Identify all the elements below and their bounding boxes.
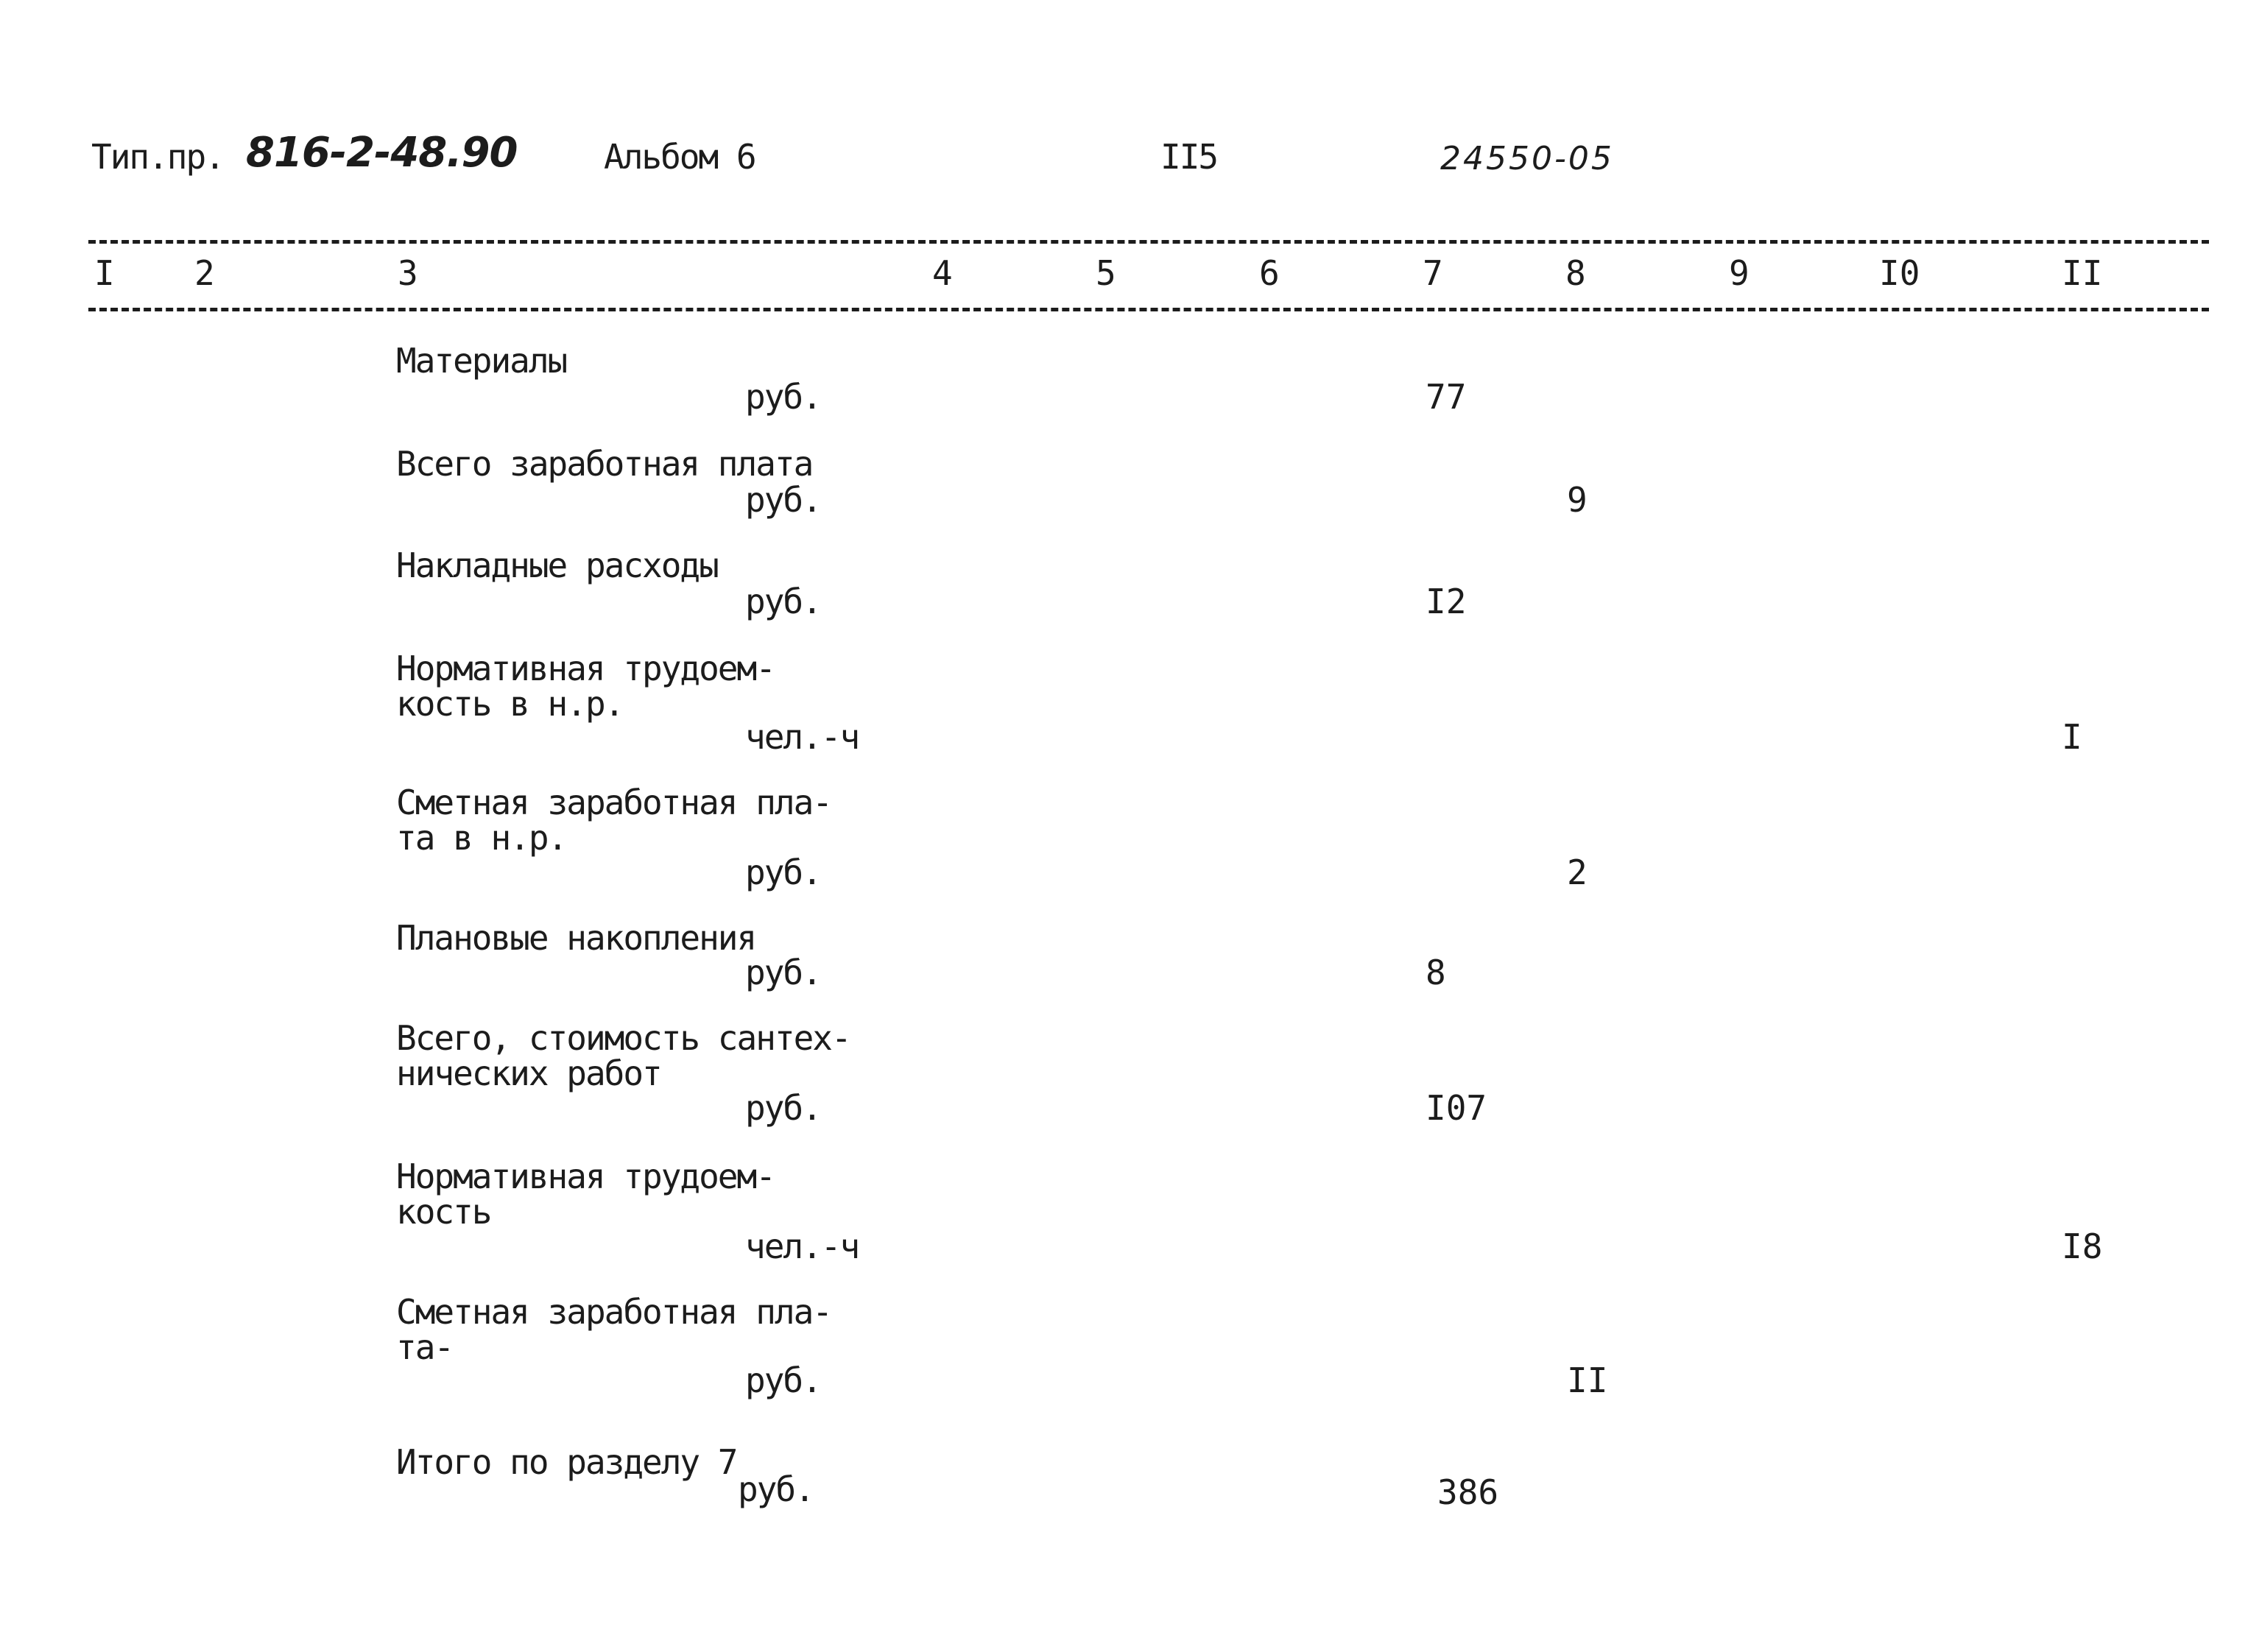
row-unit: руб. [745, 377, 821, 417]
row-value: 77 [1426, 377, 1467, 417]
row-value: 2 [1567, 853, 1588, 892]
row-label: Материалы [396, 341, 567, 381]
row-unit: руб. [738, 1469, 814, 1509]
row-value: 386 [1437, 1472, 1499, 1512]
row-value: I [2062, 717, 2082, 757]
series-number: 816-2-48.90 [246, 129, 518, 177]
row-label: Нормативная трудоем- кость в н.р. [396, 649, 775, 724]
column-number: II [2062, 253, 2103, 293]
row-value: I2 [1426, 582, 1467, 621]
column-number: I0 [1879, 253, 1920, 293]
row-unit: руб. [745, 1360, 821, 1400]
column-number: 6 [1259, 253, 1280, 293]
row-unit: руб. [745, 480, 821, 520]
column-number: 4 [932, 253, 953, 293]
row-label: Сметная заработная пла- та- [396, 1292, 831, 1367]
row-value: 8 [1426, 953, 1446, 992]
row-unit: руб. [745, 853, 821, 892]
row-unit: руб. [745, 1088, 821, 1128]
row-label: Сметная заработная пла- та в н.р. [396, 783, 831, 858]
row-label: Плановые накопления [396, 918, 756, 958]
column-number: 2 [194, 253, 215, 293]
album-label: Альбом 6 [604, 137, 755, 177]
header-top-rule [88, 240, 2209, 244]
column-number: I [94, 253, 115, 293]
page-number: II5 [1160, 137, 1218, 177]
document-code: 24550-05 [1440, 140, 1614, 177]
row-value: I07 [1426, 1088, 1487, 1128]
row-label: Накладные расходы [396, 546, 718, 585]
row-value: 9 [1567, 480, 1588, 520]
row-unit: руб. [745, 582, 821, 621]
row-value: II [1567, 1360, 1608, 1400]
row-label: Нормативная трудоем- кость [396, 1157, 775, 1232]
series-prefix: Тип.пр. [91, 137, 224, 177]
row-label: Всего заработная плата [396, 444, 813, 484]
row-unit: чел.-ч [745, 1226, 859, 1266]
column-number: 7 [1423, 253, 1443, 293]
row-unit: чел.-ч [745, 717, 859, 757]
column-number: 5 [1096, 253, 1116, 293]
column-number: 8 [1565, 253, 1586, 293]
row-label: Всего, стоимость сантех- нических работ [396, 1018, 850, 1093]
header-bottom-rule [88, 308, 2209, 311]
column-number: 3 [398, 253, 418, 293]
row-label: Итого по разделу 7 [396, 1442, 737, 1482]
row-unit: руб. [745, 953, 821, 992]
row-value: I8 [2062, 1226, 2103, 1266]
column-number: 9 [1729, 253, 1750, 293]
